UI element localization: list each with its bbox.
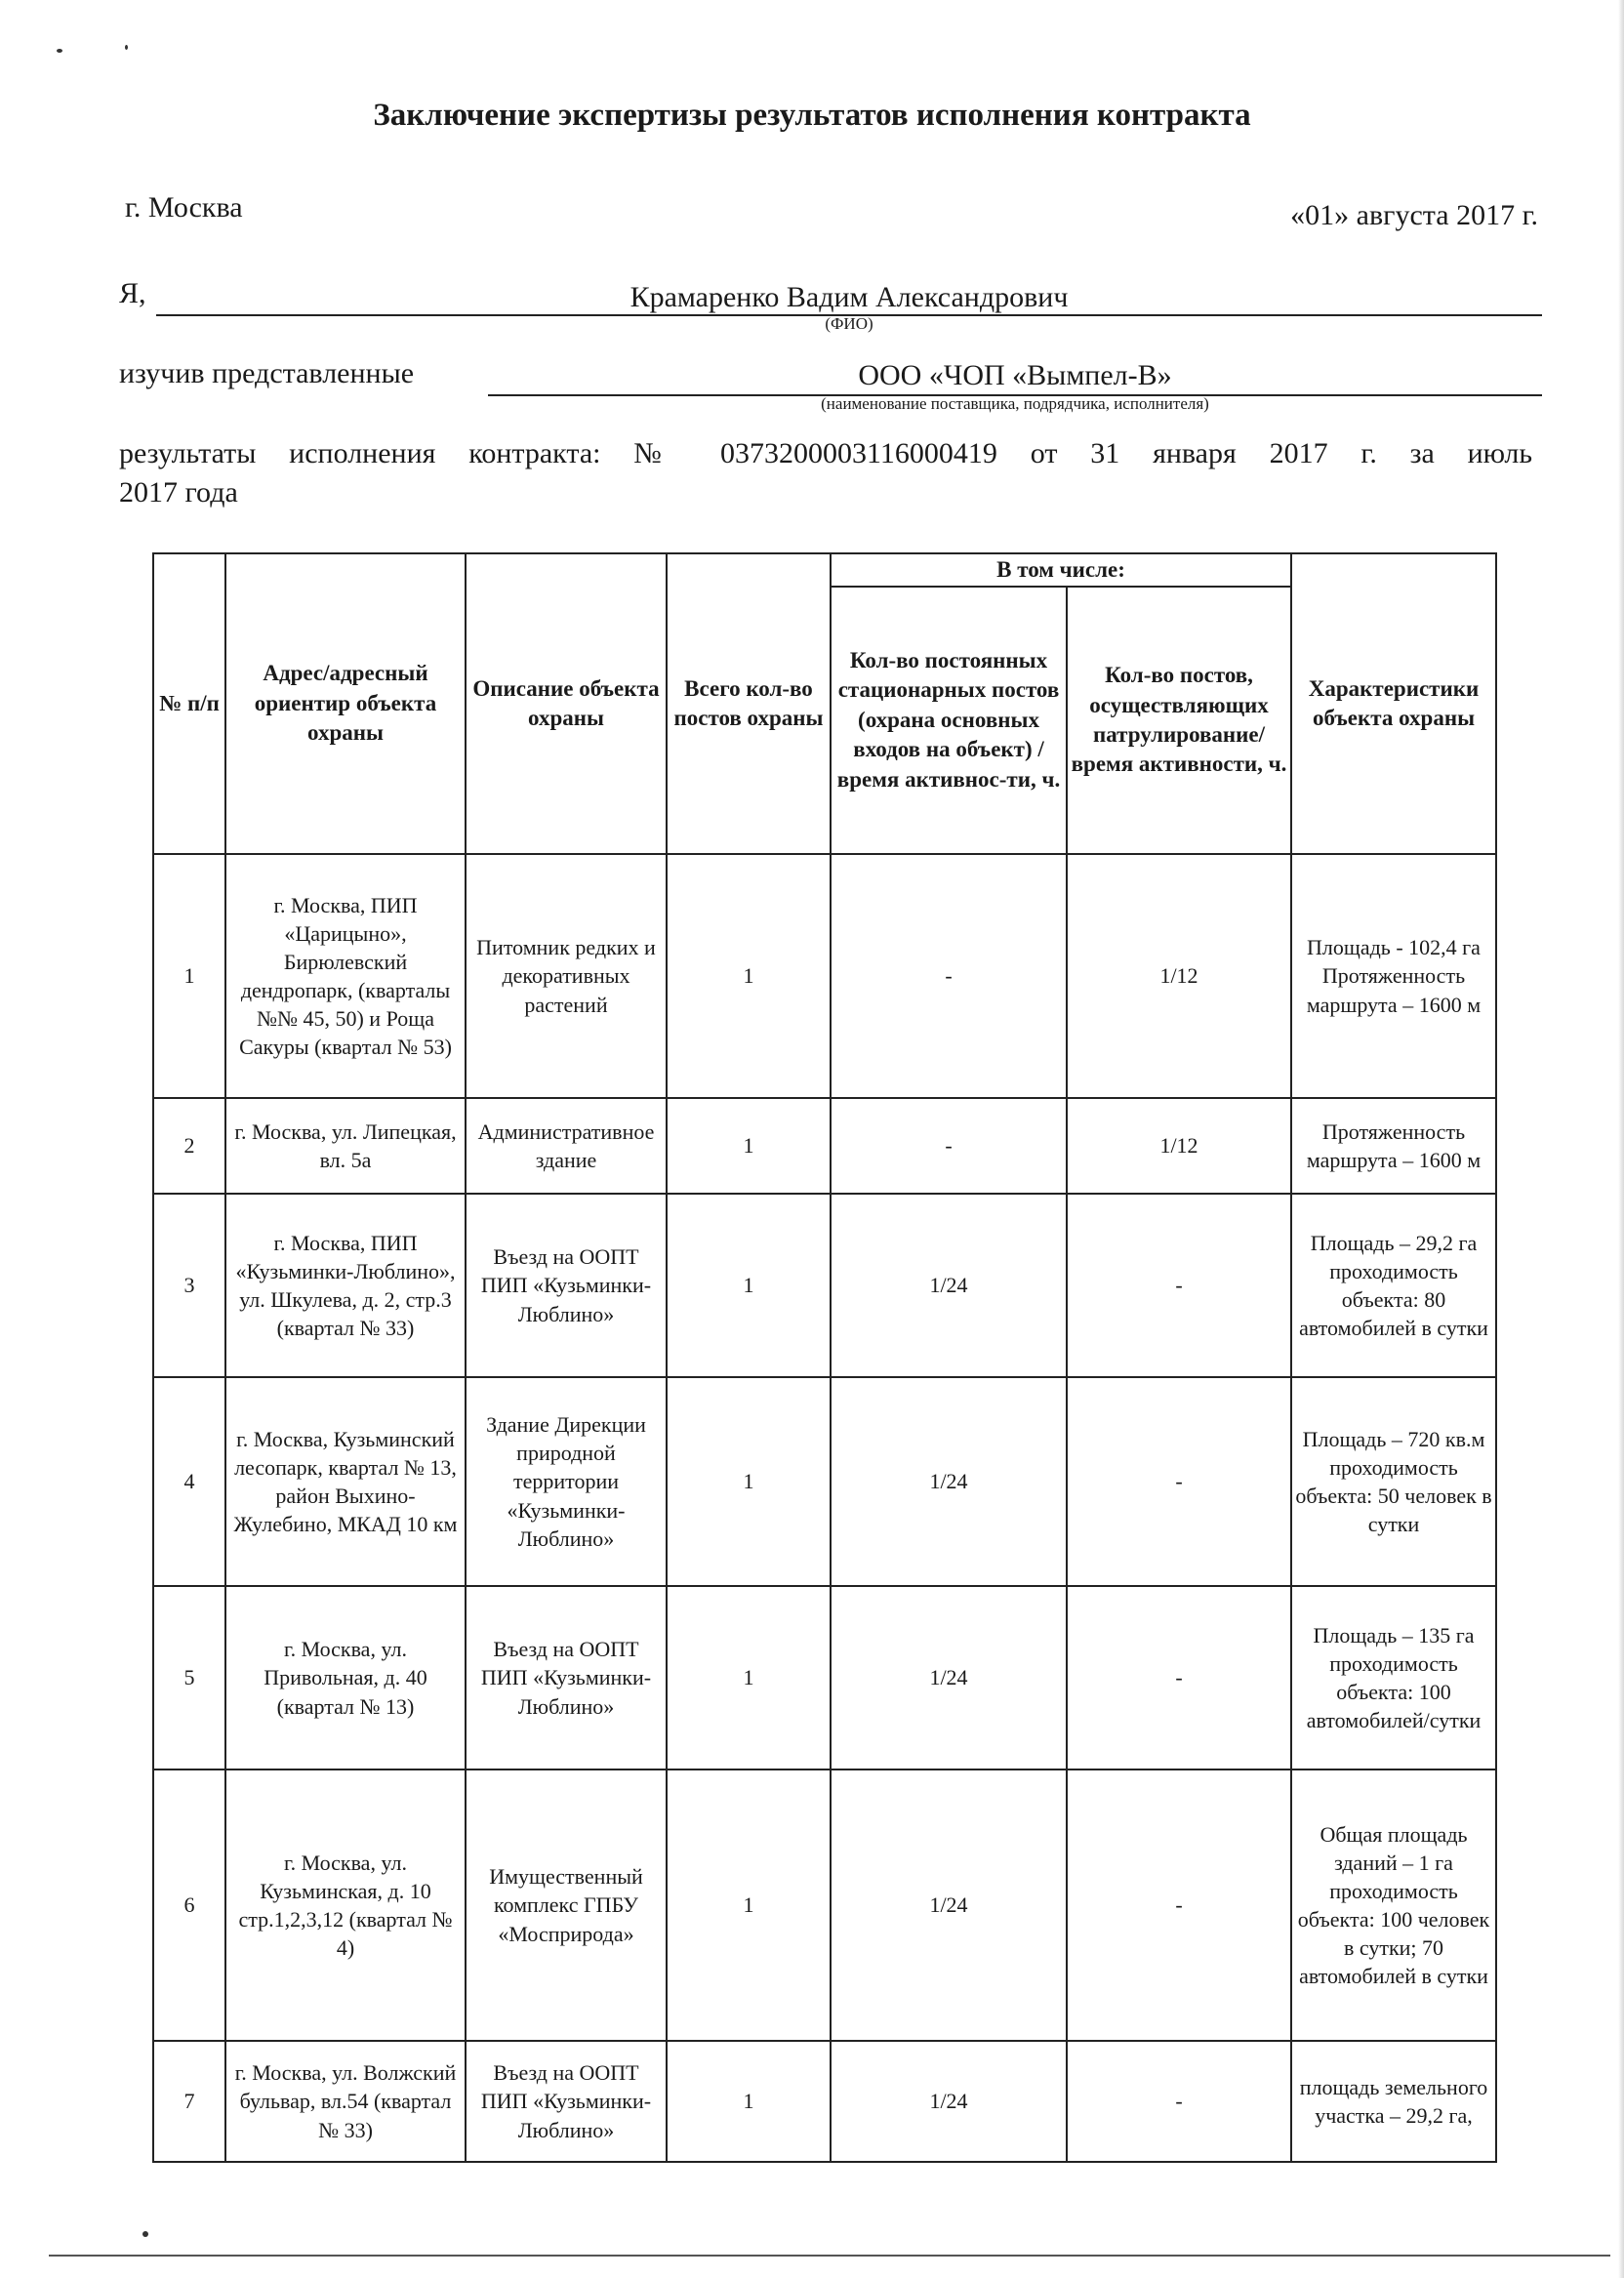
cell-address: г. Москва, ул. Волжский бульвар, вл.54 (квартал № 33) xyxy=(225,2041,466,2162)
cell-num: 5 xyxy=(153,1586,225,1770)
cell-patrol: - xyxy=(1067,2041,1291,2162)
scan-speck xyxy=(57,49,62,53)
table-row xyxy=(153,854,1496,1098)
cell-description: Питомник редких и декоративных растений xyxy=(466,854,667,1098)
cell-patrol: 1/12 xyxy=(1067,1098,1291,1194)
cell-stationary: 1/24 xyxy=(831,2041,1067,2162)
cell-total: 1 xyxy=(667,1770,831,2041)
cell-stationary: 1/24 xyxy=(831,1377,1067,1586)
cell-characteristics: Протяженность маршрута – 1600 м xyxy=(1291,1098,1496,1194)
cell-stationary: - xyxy=(831,854,1067,1098)
cell-description: Въезд на ООПТ ПИП «Кузьминки-Люблино» xyxy=(466,2041,667,2162)
cell-total: 1 xyxy=(667,1586,831,1770)
cell-total: 1 xyxy=(667,1194,831,1377)
page-bottom-line xyxy=(49,2255,1610,2257)
cell-description: Здание Дирекции природной территории «Кузьминки-Люблино» xyxy=(466,1377,667,1586)
cell-characteristics: площадь земельного участка – 29,2 га, xyxy=(1291,2041,1496,2162)
studied-label: изучив представленные xyxy=(119,357,415,389)
cell-address: г. Москва, ул. Привольная, д. 40 (квартал № 13) xyxy=(225,1586,466,1770)
cell-total: 1 xyxy=(667,1377,831,1586)
cell-stationary: - xyxy=(831,1098,1067,1194)
cell-patrol: - xyxy=(1067,1586,1291,1770)
cell-num: 2 xyxy=(153,1098,225,1194)
cell-patrol: - xyxy=(1067,1194,1291,1377)
cell-stationary: 1/24 xyxy=(831,1586,1067,1770)
header-description: Описание объекта охраны xyxy=(466,553,667,854)
cell-address: г. Москва, Кузьминский лесопарк, квартал № 13, район Выхино-Жулебино, МКАД 10 км xyxy=(225,1377,466,1586)
person-hint: (ФИО) xyxy=(825,314,873,333)
header-total: Всего кол-во постов охраны xyxy=(667,553,831,854)
table-row xyxy=(153,1770,1496,2041)
cell-total: 1 xyxy=(667,1098,831,1194)
table-row xyxy=(153,1194,1496,1377)
date: «01» августа 2017 г. xyxy=(1290,199,1538,231)
cell-patrol: - xyxy=(1067,1377,1291,1586)
cell-address: г. Москва, ул. Кузьминская, д. 10 стр.1,2,3,12 (квартал № 4) xyxy=(225,1770,466,2041)
scan-speck xyxy=(142,2231,148,2237)
header-patrol: Кол-во постов, осуществляющих патрулирование/ время активности, ч. xyxy=(1067,587,1291,854)
cell-num: 3 xyxy=(153,1194,225,1377)
cell-description: Въезд на ООПТ ПИП «Кузьминки-Люблино» xyxy=(466,1586,667,1770)
table-row xyxy=(153,1377,1496,1586)
cell-num: 7 xyxy=(153,2041,225,2162)
header-characteristics: Характеристики объекта охраны xyxy=(1291,553,1496,854)
contract-result-line: результаты исполнения контракта: № 0373200003116000419 от 31 января 2017 г. за июль xyxy=(119,437,1532,469)
city: г. Москва xyxy=(125,191,243,224)
cell-address: г. Москва, ул. Липецкая, вл. 5а xyxy=(225,1098,466,1194)
cell-patrol: - xyxy=(1067,1770,1291,2041)
header-address: Адрес/адресный ориентир объекта охраны xyxy=(225,553,466,854)
document-title: Заключение экспертизы результатов исполнения контракта xyxy=(373,98,1251,133)
cell-num: 1 xyxy=(153,854,225,1098)
cell-address: г. Москва, ПИП «Царицыно», Бирюлевский дендропарк, (кварталы №№ 45, 50) и Роща Сакуры (квартал № 53) xyxy=(225,854,466,1098)
cell-description: Въезд на ООПТ ПИП «Кузьминки-Люблино» xyxy=(466,1194,667,1377)
person-prefix: Я, xyxy=(119,277,146,309)
cell-characteristics: Общая площадь зданий – 1 га проходимость объекта: 100 человек в сутки; 70 автомобилей в сутки xyxy=(1291,1770,1496,2041)
table-row xyxy=(153,2041,1496,2162)
scan-edge xyxy=(1618,0,1624,2278)
cell-characteristics: Площадь – 135 га проходимость объекта: 100 автомобилей/сутки xyxy=(1291,1586,1496,1770)
cell-num: 6 xyxy=(153,1770,225,2041)
cell-total: 1 xyxy=(667,854,831,1098)
cell-total: 1 xyxy=(667,2041,831,2162)
cell-characteristics: Площадь – 720 кв.м проходимость объекта: 50 человек в сутки xyxy=(1291,1377,1496,1586)
cell-num: 4 xyxy=(153,1377,225,1586)
cell-address: г. Москва, ПИП «Кузьминки-Люблино», ул. Шкулева, д. 2, стр.3 (квартал № 33) xyxy=(225,1194,466,1377)
cell-stationary: 1/24 xyxy=(831,1770,1067,2041)
table-row xyxy=(153,1586,1496,1770)
table-row xyxy=(153,1098,1496,1194)
header-stationary: Кол-во постоянных стационарных постов (охрана основных входов на объект) /время активнос-ти, ч. xyxy=(831,587,1067,854)
cell-description: Имущественный комплекс ГПБУ «Мосприрода» xyxy=(466,1770,667,2041)
person-name: Крамаренко Вадим Александрович xyxy=(629,281,1069,313)
scan-speck xyxy=(125,45,128,50)
cell-description: Административное здание xyxy=(466,1098,667,1194)
header-num: № п/п xyxy=(153,553,225,854)
security-posts-table xyxy=(152,552,1497,2163)
cell-characteristics: Площадь - 102,4 га Протяженность маршрута – 1600 м xyxy=(1291,854,1496,1098)
supplier-name: ООО «ЧОП «Вымпел-В» xyxy=(858,359,1172,391)
cell-stationary: 1/24 xyxy=(831,1194,1067,1377)
contract-result-line-2: 2017 года xyxy=(119,476,238,508)
cell-patrol: 1/12 xyxy=(1067,854,1291,1098)
supplier-hint: (наименование поставщика, подрядчика, исполнителя) xyxy=(821,394,1209,413)
header-including: В том числе: xyxy=(831,553,1291,587)
cell-characteristics: Площадь – 29,2 га проходимость объекта: 80 автомобилей в сутки xyxy=(1291,1194,1496,1377)
